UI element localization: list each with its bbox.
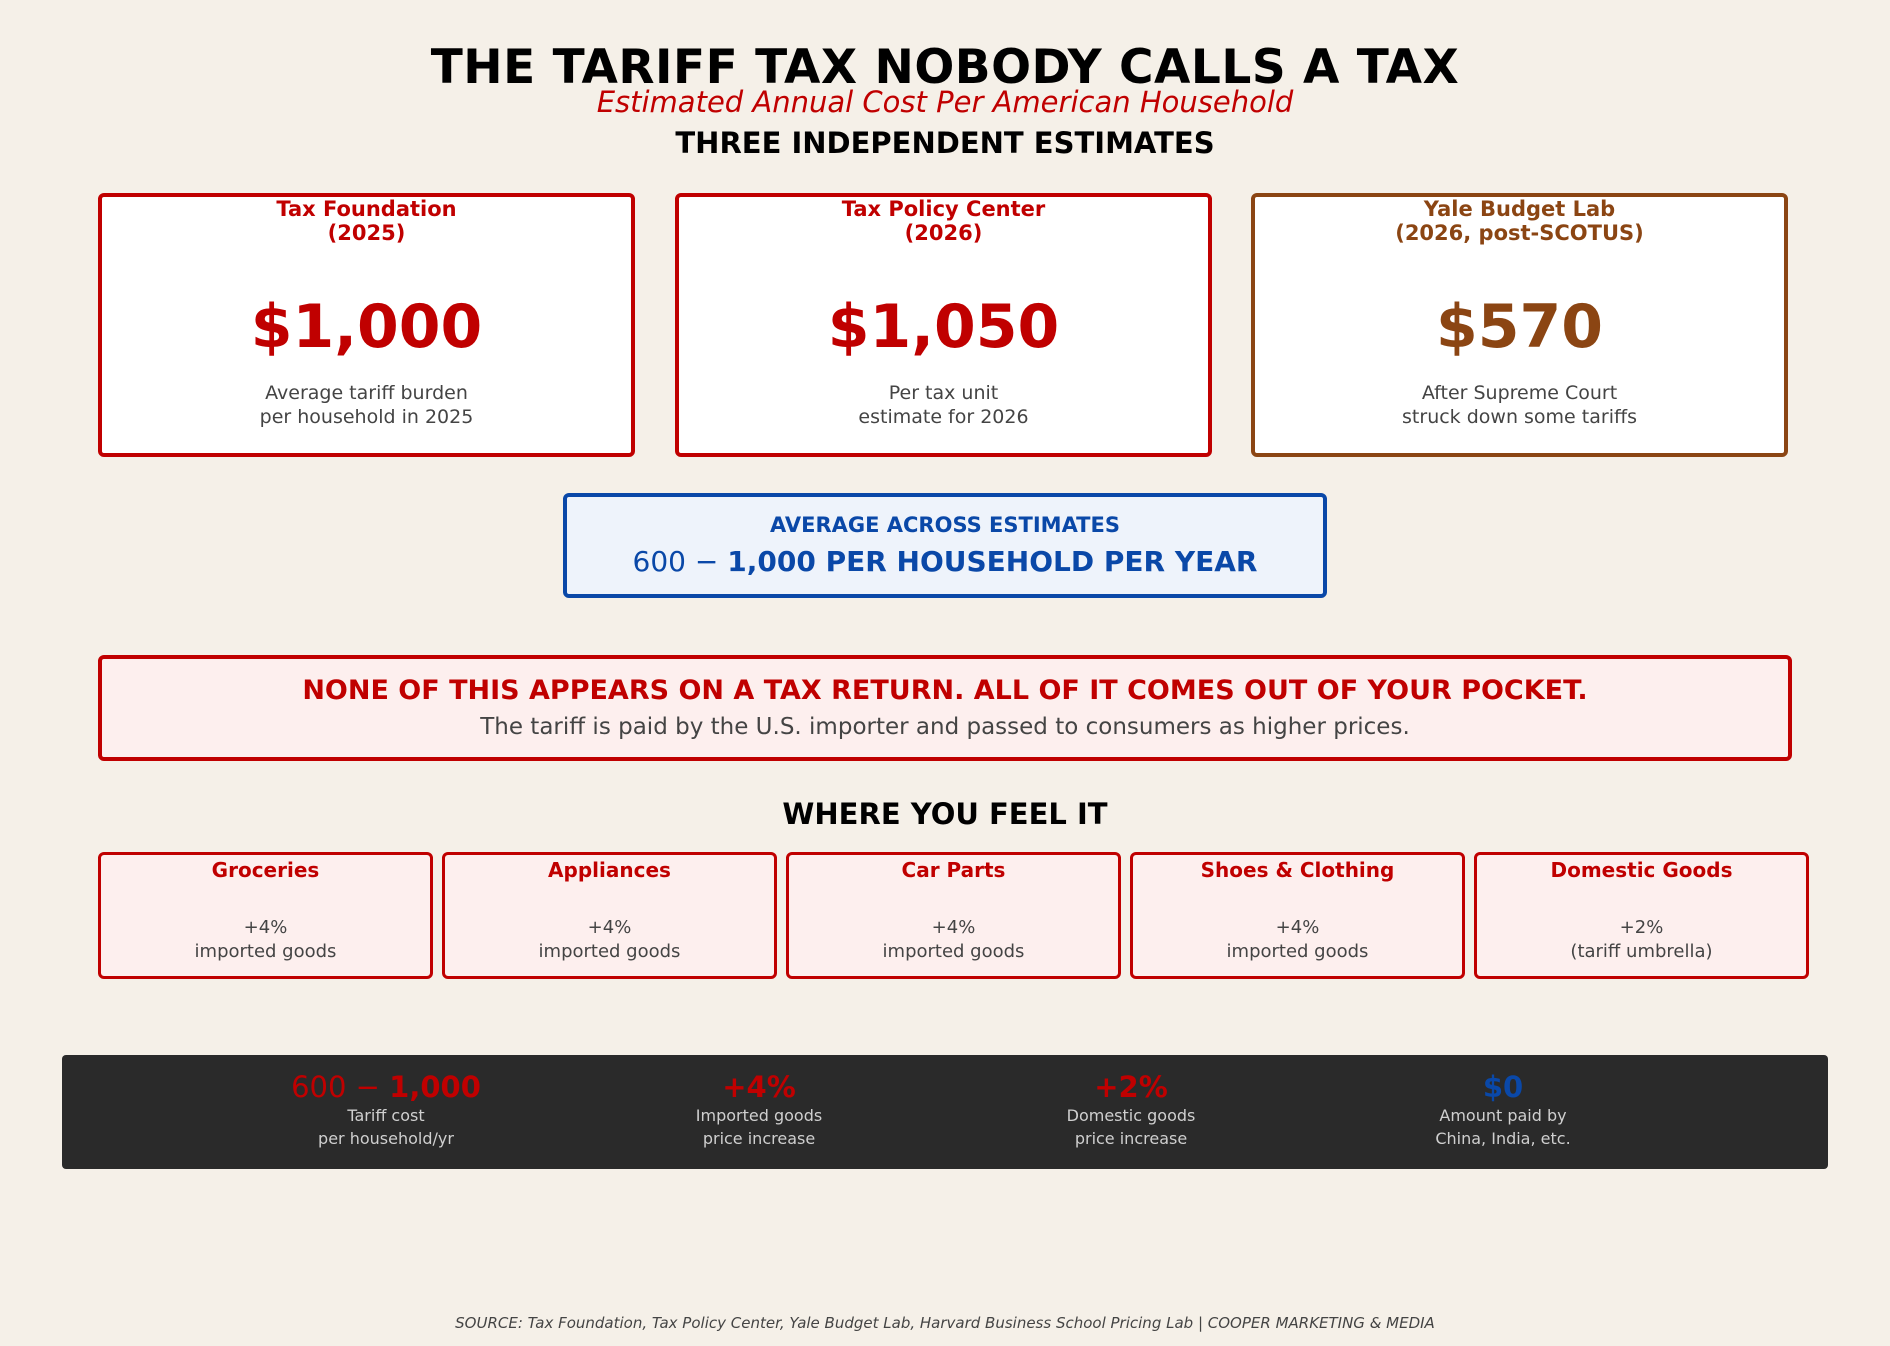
page-subtitle: Estimated Annual Cost Per American Household <box>596 85 1294 119</box>
stat-description: Tariff cost per household/yr <box>318 1106 454 1148</box>
stat-description: Amount paid by China, India, etc. <box>1435 1106 1571 1148</box>
category-note: imported goods <box>1226 941 1369 962</box>
category-card-shoes-clothing <box>1130 852 1465 979</box>
estimate-value: $570 <box>1436 292 1603 362</box>
estimate-card-tax-foundation <box>98 193 635 457</box>
category-card-groceries <box>98 852 433 979</box>
category-increase: +4% <box>1275 917 1320 938</box>
page-title: THE TARIFF TAX NOBODY CALLS A TAX <box>430 40 1460 95</box>
category-name: Appliances <box>548 858 671 882</box>
category-card-appliances <box>442 852 777 979</box>
stat-description: Domestic goods price increase <box>1066 1106 1196 1148</box>
average-label: AVERAGE ACROSS ESTIMATES <box>770 513 1120 537</box>
stat-value <box>599 1070 919 1104</box>
stat-value-main: +2% <box>1094 1070 1168 1104</box>
estimate-description: Average tariff burden per household in 2025 <box>259 382 474 428</box>
stat-value <box>1343 1070 1663 1104</box>
average-value-prefix: 600 − <box>632 545 728 578</box>
stat-amount-paid-abroad <box>1343 1070 1663 1150</box>
estimate-description: Per tax unit estimate for 2026 <box>858 382 1029 428</box>
stat-value-prefix: 600 − <box>291 1070 390 1104</box>
category-note: imported goods <box>882 941 1025 962</box>
warning-headline: NONE OF THIS APPEARS ON A TAX RETURN. ALL OF IT COMES OUT OF YOUR POCKET. <box>302 675 1588 706</box>
estimates-heading: THREE INDEPENDENT ESTIMATES <box>675 126 1215 160</box>
category-card-domestic-goods <box>1474 852 1809 979</box>
estimate-source: Tax Foundation (2025) <box>276 197 457 245</box>
stat-tariff-cost <box>226 1070 546 1150</box>
category-note: imported goods <box>538 941 681 962</box>
estimate-card-yale-budget-lab <box>1251 193 1788 457</box>
stat-value <box>971 1070 1291 1104</box>
impact-heading: WHERE YOU FEEL IT <box>782 797 1108 831</box>
stat-domestic-goods <box>971 1070 1291 1150</box>
category-increase: +4% <box>243 917 288 938</box>
category-increase: +4% <box>931 917 976 938</box>
stat-imported-goods <box>599 1070 919 1150</box>
stat-value <box>226 1070 546 1104</box>
estimate-source: Tax Policy Center (2026) <box>841 197 1046 245</box>
category-note: (tariff umbrella) <box>1570 941 1713 962</box>
category-name: Car Parts <box>901 858 1006 882</box>
category-increase: +4% <box>587 917 632 938</box>
stat-description: Imported goods price increase <box>695 1106 823 1148</box>
category-note: imported goods <box>194 941 337 962</box>
estimate-source: Yale Budget Lab (2026, post-SCOTUS) <box>1395 197 1644 245</box>
estimate-card-tax-policy-center <box>675 193 1212 457</box>
stat-value-main: +4% <box>722 1070 796 1104</box>
stat-value-main: $0 <box>1482 1070 1524 1104</box>
category-name: Domestic Goods <box>1550 858 1733 882</box>
category-name: Shoes & Clothing <box>1200 858 1395 882</box>
stat-value-main: 1,000 <box>389 1070 481 1104</box>
estimate-value: $1,050 <box>827 292 1060 362</box>
category-card-car-parts <box>786 852 1121 979</box>
source-line: SOURCE: Tax Foundation, Tax Policy Center, Yale Budget Lab, Harvard Business School Pricing Lab | COOPER MARKETING & MEDIA <box>455 1314 1435 1332</box>
category-increase: +2% <box>1619 917 1664 938</box>
average-value-rest: 1,000 PER HOUSEHOLD PER YEAR <box>727 545 1258 578</box>
average-box <box>563 493 1327 598</box>
category-name: Groceries <box>211 858 320 882</box>
estimate-description: After Supreme Court struck down some tariffs <box>1402 382 1637 428</box>
estimate-value: $1,000 <box>250 292 483 362</box>
warning-subtext: The tariff is paid by the U.S. importer and passed to consumers as higher prices. <box>480 714 1410 740</box>
average-value <box>567 545 1323 578</box>
warning-box <box>98 655 1792 761</box>
